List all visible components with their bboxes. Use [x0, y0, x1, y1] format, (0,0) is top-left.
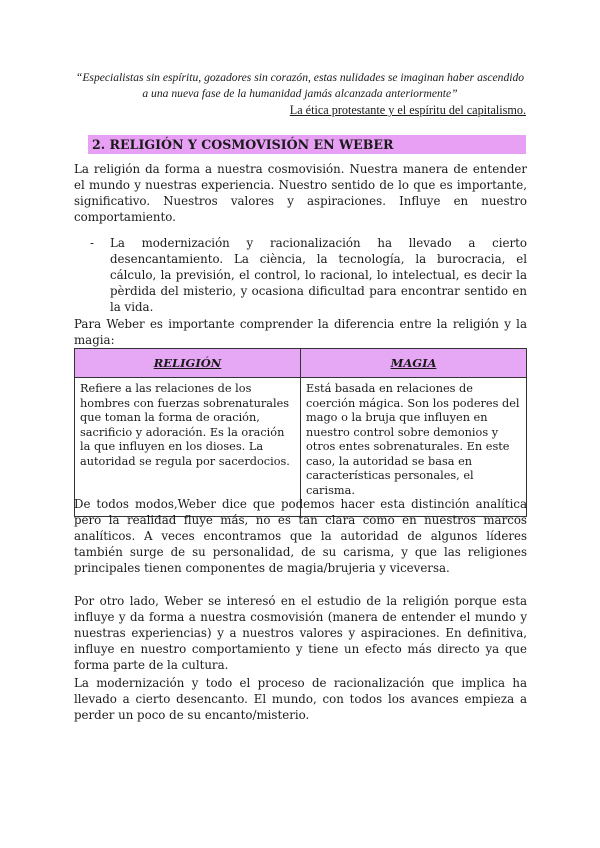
table-lead-in: Para Weber es importante comprender la diferencia entre la religión y la magia:: [74, 317, 527, 347]
bullet-item: [90, 235, 527, 315]
paragraph-worldview: Por otro lado, Weber se interesó en el estudio de la religión porque esta influye y da forma a nuestra cosmovisión (manera de entender el mundo y nuestras experiencias) y a nuestros valores y aspiraciones. En definitiva, influye en nuestro comportamiento y tiene un efecto más directo ya que forma parte de la cultura.: [74, 594, 527, 672]
epigraph-quote: “Especialistas sin espíritu, gozadores sin corazón, estas nulidades se imaginan haber ascendido a una nueva fase de la humanidad jamás alcanzada anteriormente”: [75, 71, 525, 100]
bullet-text: La modernización y racionalización ha llevado a cierto desencantamiento. La ciència, la tecnología, la burocracia, el cálculo, la previsión, el control, lo racional, lo intelectual, es decir la pèrdida del misterio, y ocasiona dificultad para encontrar sentido en la vida.: [110, 236, 527, 314]
religion-magic-table: [74, 348, 527, 517]
cell-religion: Refiere a las relaciones de los hombres con fuerzas sobrenaturales que toman la forma de oración, sacrificio y adoración. Es la oración la que influyen en los dioses. La autoridad se regula por sacerdocios.: [75, 378, 301, 517]
cell-magia: Está basada en relaciones de coerción mágica. Son los poderes del mago o la bruja que influyen en nuestro control sobre demonios y otros entes sobrenaturales. En este caso, la autoridad se basa en características personales, el carisma.: [301, 378, 527, 517]
intro-paragraph: La religión da forma a nuestra cosmovisión. Nuestra manera de entender el mundo y nuestras experiencia. Nuestro sentido de lo que es importante, significativo. Nuestros valores y aspiraciones. Influye en nuestro comportamiento.: [74, 162, 527, 224]
header-religion: RELIGIÓN: [75, 349, 301, 378]
header-magia: MAGIA: [301, 349, 527, 378]
epigraph-source: La ética protestante y el espíritu del capitalismo.: [289, 103, 526, 117]
paragraph-distinction: De todos modos,Weber dice que podemos hacer esta distinción analítica pero la realidad fluye más, no es tan clara como en nuestros marcos analíticos. A veces encontramos que la autoridad de algunos líderes también surge de su personalidad, de su carisma, y que las religiones principales tienen componentes de magia/brujeria y viceversa.: [74, 497, 527, 575]
paragraph-disenchantment: La modernización y todo el proceso de racionalización que implica ha llevado a cierto desencanto. El mundo, con todos los avances empieza a perder un poco de su encanto/misterio.: [74, 676, 527, 722]
section-heading: 2. RELIGIÓN Y COSMOVISIÓN EN WEBER: [88, 135, 526, 154]
bullet-dash: -: [90, 236, 94, 250]
